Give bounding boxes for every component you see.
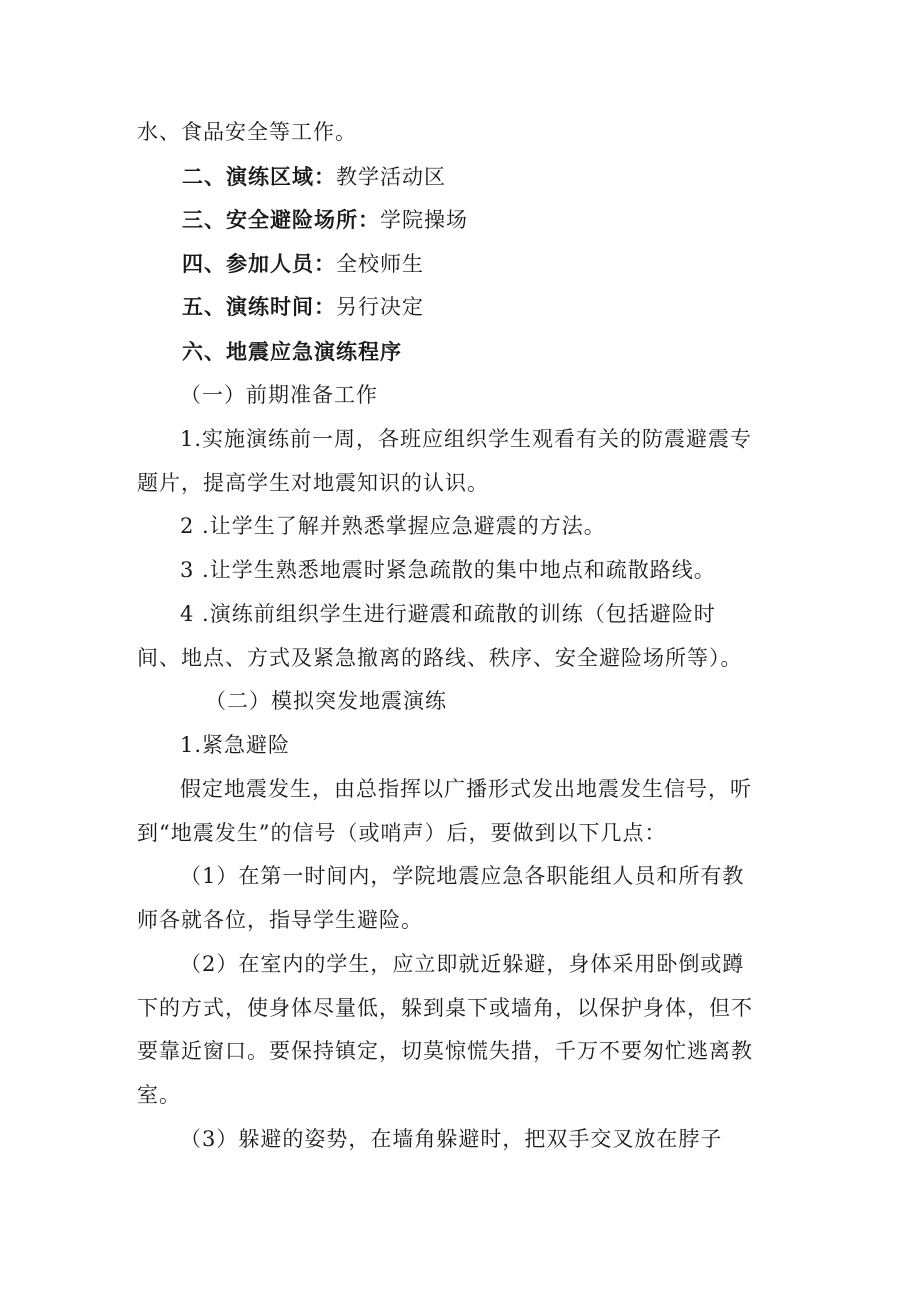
section-3-value: 学院操场	[380, 208, 468, 232]
subsection-2-heading: （二）模拟突发地震演练	[205, 689, 447, 713]
item-3: 3 .让学生熟悉地震时紧急疏散的集中地点和疏散路线。	[180, 558, 716, 582]
point-2-line-4: 室。	[137, 1083, 181, 1107]
emergency-heading: 1.紧急避险	[180, 733, 291, 757]
section-5	[182, 293, 842, 321]
section-6	[182, 338, 842, 366]
item-1-line-1: 1.实施演练前一周，各班应组织学生观看有关的防震避震专	[180, 427, 753, 451]
section-2-heading: 二、演练区域：	[182, 165, 336, 189]
section-4	[182, 250, 842, 278]
section-6-heading: 六、地震应急演练程序	[182, 340, 402, 364]
point-2-line-3: 要靠近窗口。要保持镇定，切莫惊慌失措，千万不要匆忙逃离教	[137, 1039, 753, 1063]
item-2: 2 .让学生了解并熟悉掌握应急避震的方法。	[180, 514, 606, 538]
section-5-heading: 五、演练时间：	[182, 295, 336, 319]
section-3	[182, 206, 842, 234]
text-line: 水、食品安全等工作。	[137, 120, 357, 144]
section-3-heading: 三、安全避险场所：	[182, 208, 380, 232]
section-4-heading: 四、参加人员：	[182, 252, 336, 276]
item-1-line-2: 题片，提高学生对地震知识的认识。	[137, 471, 489, 495]
section-4-value: 全校师生	[336, 252, 424, 276]
paragraph-line-1: 假定地震发生，由总指挥以广播形式发出地震发生信号，听	[180, 777, 752, 801]
paragraph-line-2: 到“地震发生”的信号（或哨声）后，要做到以下几点：	[137, 821, 667, 845]
subsection-1-heading: （一）前期准备工作	[180, 383, 378, 407]
point-1-line-2: 师各就各位，指导学生避险。	[137, 908, 423, 932]
section-5-value: 另行决定	[336, 295, 424, 319]
section-2	[182, 163, 842, 191]
point-2-line-1: （2）在室内的学生，应立即就近躲避，身体采用卧倒或蹲	[180, 952, 745, 976]
section-2-value: 教学活动区	[336, 165, 446, 189]
item-4-line-1: 4 .演练前组织学生进行避震和疏散的训练（包括避险时	[180, 602, 716, 626]
point-1-line-1: （1）在第一时间内，学院地震应急各职能组人员和所有教	[180, 864, 745, 888]
item-4-line-2: 间、地点、方式及紧急撤离的路线、秩序、安全避险场所等）。	[137, 646, 743, 670]
point-3-line-1: （3）躲避的姿势，在墙角躲避时，把双手交叉放在脖子	[180, 1127, 723, 1151]
point-2-line-2: 下的方式，使身体尽量低，躲到桌下或墙角，以保护身体，但不	[137, 996, 753, 1020]
